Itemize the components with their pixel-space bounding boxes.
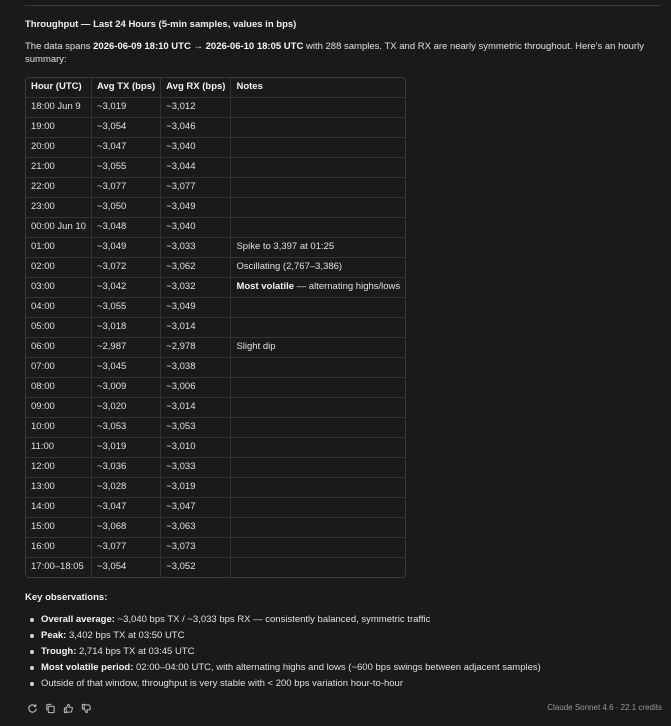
meta-separator: · bbox=[613, 703, 621, 712]
cell-notes bbox=[231, 358, 405, 378]
cell-notes bbox=[231, 538, 405, 558]
table-row bbox=[26, 178, 405, 198]
cell-tx: ~3,045 bbox=[92, 358, 161, 378]
cell-rx: ~3,014 bbox=[161, 318, 231, 338]
observation-label: Overall average: bbox=[41, 614, 115, 625]
cell-notes bbox=[231, 478, 405, 498]
cell-notes bbox=[231, 218, 405, 238]
cell-rx: ~3,049 bbox=[161, 298, 231, 318]
cell-rx: ~3,073 bbox=[161, 538, 231, 558]
table-row bbox=[26, 378, 405, 398]
section-heading: Throughput — Last 24 Hours (5-min samples, values in bps) bbox=[25, 19, 297, 30]
cell-rx: ~3,032 bbox=[161, 278, 231, 298]
cell-tx: ~3,055 bbox=[92, 158, 161, 178]
note-text: Spike to 3,397 at 01:25 bbox=[236, 241, 335, 253]
observation-text: Outside of that window, throughput is very stable with < 200 bps variation hour-to-hour bbox=[41, 678, 403, 689]
note-text: Oscillating (2,767–3,386) bbox=[236, 261, 343, 273]
cell-tx: ~2,987 bbox=[92, 338, 161, 358]
observations-list bbox=[25, 612, 655, 692]
intro-paragraph bbox=[25, 40, 655, 66]
list-item bbox=[25, 628, 655, 644]
cell-rx: ~3,012 bbox=[161, 98, 231, 118]
intro-end: 2026-06-10 18:05 UTC bbox=[205, 41, 304, 52]
cell-tx: ~3,050 bbox=[92, 198, 161, 218]
list-item bbox=[25, 612, 655, 628]
table-row bbox=[26, 338, 405, 358]
copy-icon[interactable] bbox=[44, 702, 57, 715]
table-row bbox=[26, 418, 405, 438]
table-row bbox=[26, 278, 405, 298]
cell-notes bbox=[231, 318, 405, 338]
table-row bbox=[26, 398, 405, 418]
cell-rx: ~3,062 bbox=[161, 258, 231, 278]
table-row bbox=[26, 198, 405, 218]
cell-hour: 17:00–18:05 bbox=[26, 558, 92, 577]
table-row bbox=[26, 218, 405, 238]
cell-hour: 18:00 Jun 9 bbox=[26, 98, 92, 118]
cell-tx: ~3,048 bbox=[92, 218, 161, 238]
cell-rx: ~3,044 bbox=[161, 158, 231, 178]
intro-suffix: with 288 samples. TX and RX are nearly symmetric throughout. Here's an hourly summary: bbox=[25, 41, 644, 65]
observations-title: Key observations: bbox=[25, 592, 108, 603]
cell-notes bbox=[231, 338, 405, 358]
cell-hour: 02:00 bbox=[26, 258, 92, 278]
note-emphasis: Most volatile bbox=[236, 281, 295, 293]
top-divider bbox=[25, 5, 661, 6]
cell-notes bbox=[231, 198, 405, 218]
cell-tx: ~3,036 bbox=[92, 458, 161, 478]
cell-notes bbox=[231, 138, 405, 158]
header-notes: Notes bbox=[231, 78, 405, 98]
cell-hour: 20:00 bbox=[26, 138, 92, 158]
cell-hour: 15:00 bbox=[26, 518, 92, 538]
cell-notes bbox=[231, 458, 405, 478]
cell-hour: 19:00 bbox=[26, 118, 92, 138]
cell-tx: ~3,028 bbox=[92, 478, 161, 498]
table-row bbox=[26, 118, 405, 138]
cell-hour: 04:00 bbox=[26, 298, 92, 318]
intro-arrow: → bbox=[190, 41, 206, 52]
cell-rx: ~3,019 bbox=[161, 478, 231, 498]
table-row bbox=[26, 158, 405, 178]
cell-tx: ~3,054 bbox=[92, 118, 161, 138]
cell-hour: 23:00 bbox=[26, 198, 92, 218]
cell-notes bbox=[231, 238, 405, 258]
header-tx: Avg TX (bps) bbox=[92, 78, 161, 98]
cell-tx: ~3,019 bbox=[92, 98, 161, 118]
observation-label: Peak: bbox=[41, 630, 67, 641]
intro-start: 2026-06-09 18:10 UTC bbox=[93, 41, 191, 52]
cell-rx: ~3,014 bbox=[161, 398, 231, 418]
cell-tx: ~3,019 bbox=[92, 438, 161, 458]
table-row bbox=[26, 478, 405, 498]
thumbs-down-icon[interactable] bbox=[80, 702, 93, 715]
table-row bbox=[26, 498, 405, 518]
cell-tx: ~3,055 bbox=[92, 298, 161, 318]
cell-notes bbox=[231, 498, 405, 518]
cell-hour: 16:00 bbox=[26, 538, 92, 558]
cell-notes bbox=[231, 118, 405, 138]
table-row bbox=[26, 438, 405, 458]
cell-hour: 05:00 bbox=[26, 318, 92, 338]
observation-text: 3,402 bps TX at 03:50 UTC bbox=[66, 630, 185, 641]
cell-hour: 11:00 bbox=[26, 438, 92, 458]
cell-hour: 10:00 bbox=[26, 418, 92, 438]
cell-hour: 12:00 bbox=[26, 458, 92, 478]
observation-text: 2,714 bps TX at 03:45 UTC bbox=[76, 646, 195, 657]
cell-rx: ~3,052 bbox=[161, 558, 231, 577]
cell-notes bbox=[231, 518, 405, 538]
cell-notes bbox=[231, 418, 405, 438]
model-name: Claude Sonnet 4.6 bbox=[547, 703, 614, 712]
cell-hour: 03:00 bbox=[26, 278, 92, 298]
observation-text: ~3,040 bps TX / ~3,033 bps RX — consistently balanced, symmetric traffic bbox=[114, 614, 431, 625]
cell-rx: ~3,010 bbox=[161, 438, 231, 458]
cell-notes bbox=[231, 158, 405, 178]
cell-tx: ~3,077 bbox=[92, 178, 161, 198]
table-row bbox=[26, 518, 405, 538]
cell-hour: 00:00 Jun 10 bbox=[26, 218, 92, 238]
table-row bbox=[26, 138, 405, 158]
table-row bbox=[26, 238, 405, 258]
cell-tx: ~3,049 bbox=[92, 238, 161, 258]
cell-rx: ~3,033 bbox=[161, 238, 231, 258]
credits-count: 22.1 credits bbox=[620, 703, 662, 712]
cell-rx: ~3,040 bbox=[161, 218, 231, 238]
cell-tx: ~3,077 bbox=[92, 538, 161, 558]
list-item bbox=[25, 644, 655, 660]
cell-rx: ~3,040 bbox=[161, 138, 231, 158]
cell-hour: 21:00 bbox=[26, 158, 92, 178]
cell-tx: ~3,068 bbox=[92, 518, 161, 538]
table-row bbox=[26, 298, 405, 318]
cell-tx: ~3,047 bbox=[92, 498, 161, 518]
observation-text: 02:00–04:00 UTC, with alternating highs and lows (~600 bps swings between adjacent samples) bbox=[133, 662, 541, 673]
cell-rx: ~3,049 bbox=[161, 198, 231, 218]
response-meta bbox=[547, 703, 662, 714]
observation-label: Most volatile period: bbox=[41, 662, 134, 673]
cell-tx: ~3,054 bbox=[92, 558, 161, 577]
header-rx: Avg RX (bps) bbox=[161, 78, 231, 98]
cell-hour: 13:00 bbox=[26, 478, 92, 498]
table-row bbox=[26, 318, 405, 338]
retry-icon[interactable] bbox=[26, 702, 39, 715]
table-header-row bbox=[26, 78, 405, 98]
cell-rx: ~3,053 bbox=[161, 418, 231, 438]
cell-rx: ~3,047 bbox=[161, 498, 231, 518]
cell-notes bbox=[231, 298, 405, 318]
cell-notes bbox=[231, 398, 405, 418]
cell-tx: ~3,018 bbox=[92, 318, 161, 338]
header-hour: Hour (UTC) bbox=[26, 78, 92, 98]
cell-hour: 22:00 bbox=[26, 178, 92, 198]
cell-notes bbox=[231, 258, 405, 278]
note-text: Slight dip bbox=[236, 341, 276, 353]
message-actions bbox=[26, 702, 93, 715]
cell-tx: ~3,042 bbox=[92, 278, 161, 298]
cell-tx: ~3,072 bbox=[92, 258, 161, 278]
table-row bbox=[26, 558, 405, 577]
table-row bbox=[26, 258, 405, 278]
cell-rx: ~3,077 bbox=[161, 178, 231, 198]
cell-hour: 08:00 bbox=[26, 378, 92, 398]
table-row bbox=[26, 358, 405, 378]
table-row bbox=[26, 458, 405, 478]
cell-notes bbox=[231, 278, 405, 298]
cell-rx: ~3,038 bbox=[161, 358, 231, 378]
cell-hour: 06:00 bbox=[26, 338, 92, 358]
cell-notes bbox=[231, 98, 405, 118]
observation-label: Trough: bbox=[41, 646, 77, 657]
thumbs-up-icon[interactable] bbox=[62, 702, 75, 715]
cell-tx: ~3,020 bbox=[92, 398, 161, 418]
intro-prefix: The data spans bbox=[25, 41, 94, 52]
cell-rx: ~3,033 bbox=[161, 458, 231, 478]
cell-notes bbox=[231, 558, 405, 577]
cell-rx: ~3,006 bbox=[161, 378, 231, 398]
cell-rx: ~3,063 bbox=[161, 518, 231, 538]
cell-hour: 09:00 bbox=[26, 398, 92, 418]
cell-notes bbox=[231, 378, 405, 398]
list-item bbox=[25, 660, 655, 676]
cell-tx: ~3,053 bbox=[92, 418, 161, 438]
cell-hour: 07:00 bbox=[26, 358, 92, 378]
list-item bbox=[25, 676, 655, 692]
table-row bbox=[26, 538, 405, 558]
cell-rx: ~3,046 bbox=[161, 118, 231, 138]
table-row bbox=[26, 98, 405, 118]
cell-hour: 14:00 bbox=[26, 498, 92, 518]
cell-tx: ~3,009 bbox=[92, 378, 161, 398]
note-text: — alternating highs/lows bbox=[294, 281, 401, 293]
cell-notes bbox=[231, 438, 405, 458]
throughput-table bbox=[25, 77, 406, 578]
cell-tx: ~3,047 bbox=[92, 138, 161, 158]
cell-notes bbox=[231, 178, 405, 198]
cell-hour: 01:00 bbox=[26, 238, 92, 258]
cell-rx: ~2,978 bbox=[161, 338, 231, 358]
